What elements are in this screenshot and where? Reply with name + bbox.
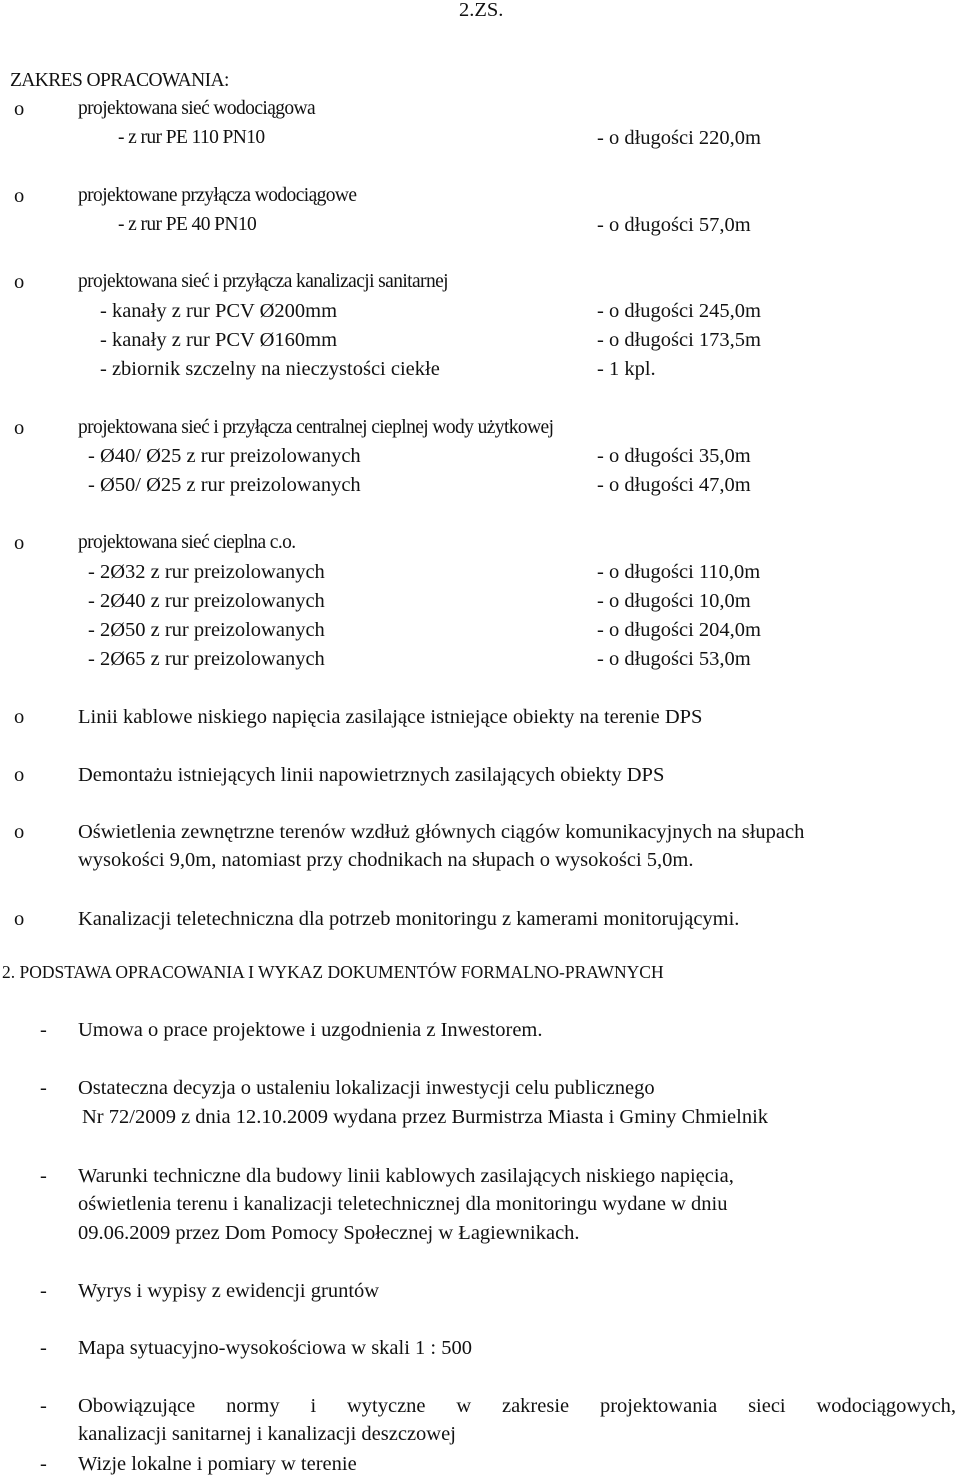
scope-row-label: - zbiornik szczelny na nieczystości ciekłe <box>100 358 440 380</box>
scope-section-title: projektowana sieć wodociągowa <box>78 98 316 119</box>
scope-row-label: - 2Ø32 z rur preizolowanych <box>88 561 325 583</box>
scope-row-value: - o długości 53,0m <box>597 648 751 670</box>
bullet: o <box>14 764 25 786</box>
scope-row-value: - o długości 173,5m <box>597 329 761 351</box>
basis-item: Warunki techniczne dla budowy linii kablowych zasilających niskiego napięcia, <box>78 1165 734 1187</box>
scope-row-label: - 2Ø40 z rur preizolowanych <box>88 590 325 612</box>
basis-item-continuation: kanalizacji sanitarnej i kanalizacji deszczowej <box>78 1423 456 1445</box>
scope-row-value: - o długości 110,0m <box>597 561 761 583</box>
basis-item-continuation: 09.06.2009 przez Dom Pomocy Społecznej w Łagiewnikach. <box>78 1222 580 1244</box>
scope-row-label: - 2Ø50 z rur preizolowanych <box>88 619 325 641</box>
bullet: o <box>14 908 25 930</box>
scope-row-label: - kanały z rur PCV Ø160mm <box>100 329 338 351</box>
basis-item: Umowa o prace projektowe i uzgodnienia z Inwestorem. <box>78 1019 543 1041</box>
dash: - <box>40 1280 47 1302</box>
scope-row-label: - Ø40/ Ø25 z rur preizolowanych <box>88 445 361 467</box>
word: normy <box>226 1395 280 1417</box>
bullet: o <box>14 821 25 843</box>
dash: - <box>40 1453 47 1475</box>
word: wodociągowych, <box>816 1395 956 1417</box>
scope-section-title: projektowana sieć cieplna c.o. <box>78 532 296 553</box>
word: wytyczne <box>346 1395 426 1417</box>
basis-item-continuation: Nr 72/2009 z dnia 12.10.2009 wydana przez Burmistrza Miasta i Gminy Chmielnik <box>82 1106 769 1128</box>
scope-item: Linii kablowe niskiego napięcia zasilające istniejące obiekty na terenie DPS <box>78 706 703 728</box>
word: w <box>456 1395 472 1417</box>
scope-heading: ZAKRES OPRACOWANIA: <box>10 70 229 91</box>
dash: - <box>40 1019 47 1041</box>
basis-item-justified <box>78 1396 956 1417</box>
bullet: o <box>14 706 25 728</box>
scope-row-label: - Ø50/ Ø25 z rur preizolowanych <box>88 474 361 496</box>
basis-item: Wyrys i wypisy z ewidencji gruntów <box>78 1280 380 1302</box>
scope-row-value: - o długości 10,0m <box>597 590 751 612</box>
word: sieci <box>748 1395 786 1417</box>
scope-row-value: - o długości 245,0m <box>597 300 761 322</box>
scope-item: Kanalizacji teletechniczna dla potrzeb monitoringu z kamerami monitorującymi. <box>78 908 740 930</box>
scope-row-label: - z rur PE 110 PN10 <box>118 127 265 148</box>
bullet: o <box>14 271 25 293</box>
word: Obowiązujące <box>78 1395 196 1417</box>
scope-row-value: - o długości 35,0m <box>597 445 751 467</box>
basis-item: Ostateczna decyzja o ustaleniu lokalizacji inwestycji celu publicznego <box>78 1077 655 1099</box>
dash: - <box>40 1165 47 1187</box>
page-number: 2.ZS. <box>459 0 504 21</box>
scope-row-value: - 1 kpl. <box>597 358 656 380</box>
dash: - <box>40 1395 47 1417</box>
scope-item-continuation: wysokości 9,0m, natomiast przy chodnikach na słupach o wysokości 5,0m. <box>78 849 694 871</box>
scope-row-value: - o długości 47,0m <box>597 474 751 496</box>
basis-heading: 2. PODSTAWA OPRACOWANIA I WYKAZ DOKUMENTÓW FORMALNO-PRAWNYCH <box>2 962 664 982</box>
bullet: o <box>14 417 25 439</box>
word: projektowania <box>599 1395 718 1417</box>
scope-section-title: projektowana sieć i przyłącza kanalizacji sanitarnej <box>78 271 448 292</box>
basis-item-continuation: oświetlenia terenu i kanalizacji teletechnicznej dla monitoringu wydane w dniu <box>78 1193 728 1215</box>
dash: - <box>40 1077 47 1099</box>
scope-section-title: projektowana sieć i przyłącza centralnej cieplnej wody użytkowej <box>78 417 554 438</box>
scope-item: Oświetlenia zewnętrzne terenów wzdłuż głównych ciągów komunikacyjnych na słupach <box>78 821 805 843</box>
word: i <box>310 1395 317 1417</box>
bullet: o <box>14 532 25 554</box>
scope-row-value: - o długości 220,0m <box>597 127 761 149</box>
bullet: o <box>14 98 25 120</box>
basis-item: Mapa sytuacyjno-wysokościowa w skali 1 : 500 <box>78 1337 472 1359</box>
scope-row-label: - kanały z rur PCV Ø200mm <box>100 300 338 322</box>
scope-row-label: - z rur PE 40 PN10 <box>118 214 257 235</box>
basis-item: Wizje lokalne i pomiary w terenie <box>78 1453 357 1475</box>
dash: - <box>40 1337 47 1359</box>
scope-row-label: - 2Ø65 z rur preizolowanych <box>88 648 325 670</box>
scope-item: Demontażu istniejących linii napowietrznych zasilających obiekty DPS <box>78 764 665 786</box>
scope-row-value: - o długości 57,0m <box>597 214 751 236</box>
bullet: o <box>14 185 25 207</box>
word: zakresie <box>501 1395 570 1417</box>
scope-row-value: - o długości 204,0m <box>597 619 761 641</box>
scope-section-title: projektowane przyłącza wodociągowe <box>78 185 357 206</box>
